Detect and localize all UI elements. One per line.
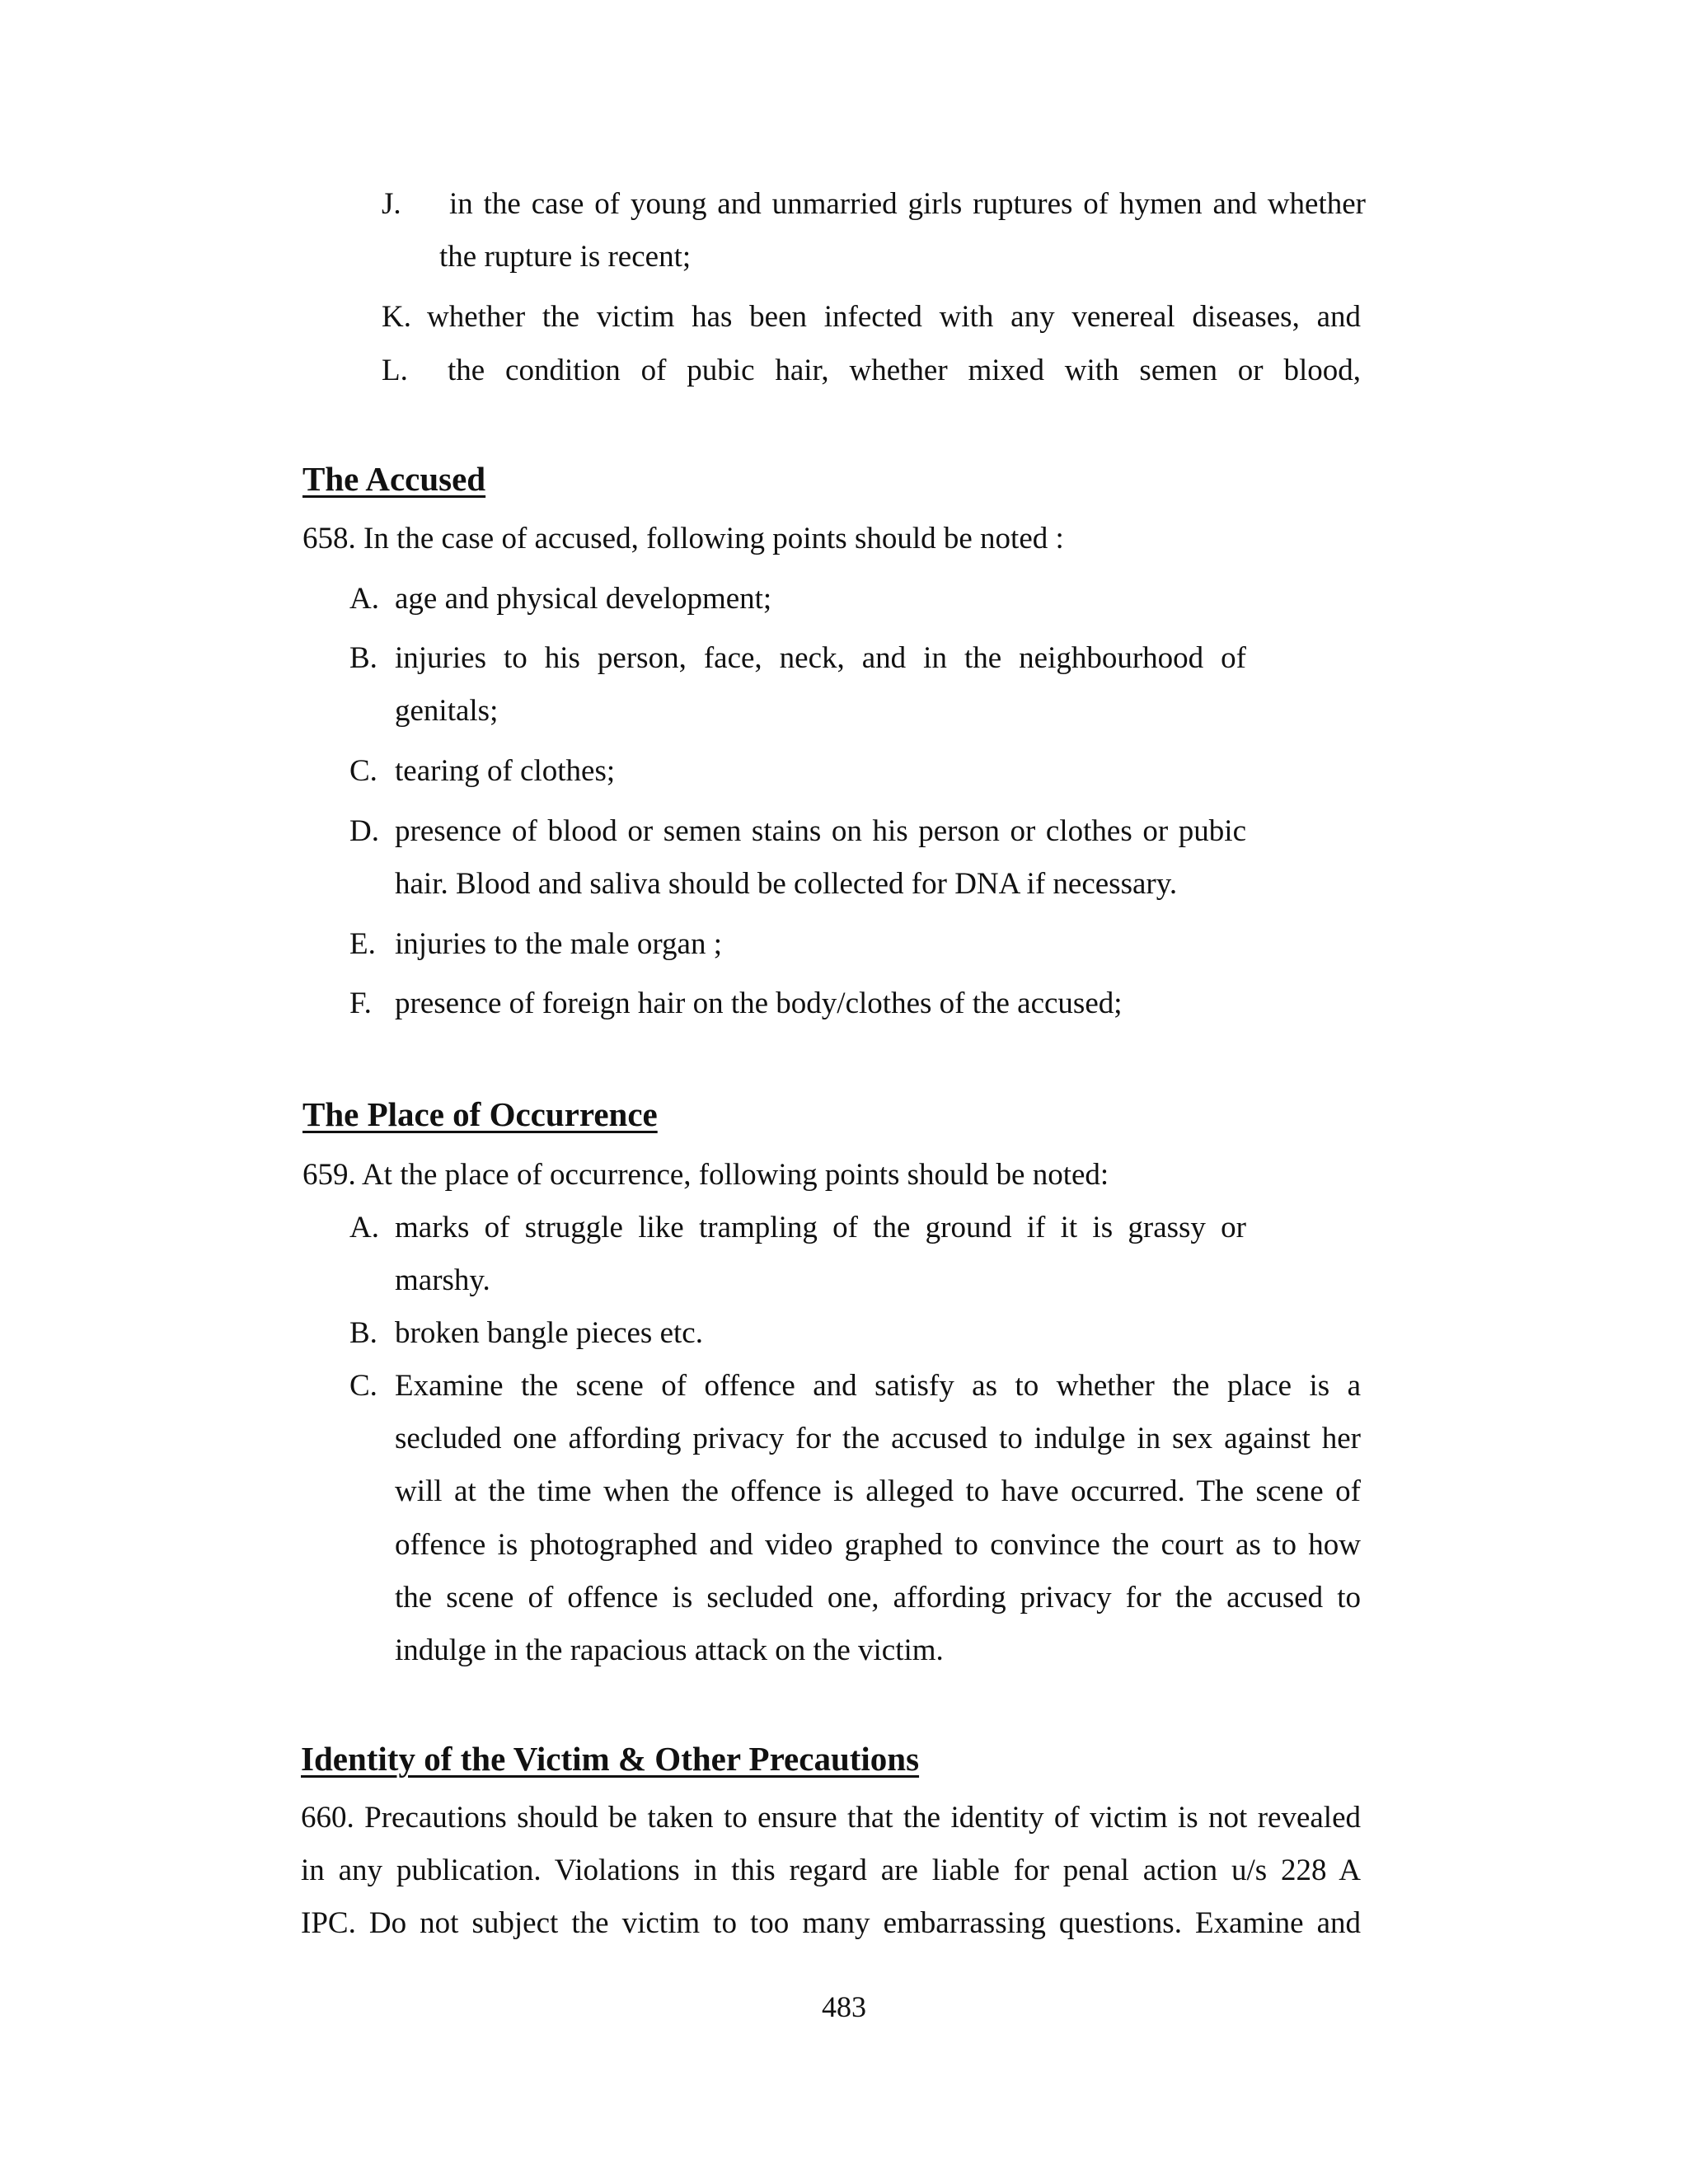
section-heading-accused: The Accused [302,460,486,498]
place-item-a-line1: marks of struggle like trampling of the ground if it is grassy or [395,1211,1246,1244]
identity-line1: 660. Precautions should be taken to ensure that the identity of victim is not revealed [301,1801,1361,1835]
accused-intro: 658. In the case of accused, following points should be noted : [302,522,1064,555]
victim-item-l-line1: the condition of pubic hair, whether mixed with semen or blood, [448,354,1361,387]
section-heading-identity: Identity of the Victim & Other Precautions [301,1740,920,1778]
accused-item-d-line2: hair. Blood and saliva should be collected for DNA if necessary. [395,867,1178,901]
accused-item-a: age and physical development; [395,582,772,616]
list-marker-b: B. [349,641,377,675]
identity-line2: in any publication. Violations in this regard are liable for penal action u/s 228 A [301,1854,1361,1887]
victim-item-j-line2: the rupture is recent; [439,240,692,274]
list-marker-b: B. [349,1316,377,1350]
accused-item-d-line1: presence of blood or semen stains on his person or clothes or pubic [395,814,1246,848]
place-item-c-line4: offence is photographed and video graphed to convince the court as to how [395,1528,1361,1562]
section-heading-place: The Place of Occurrence [302,1095,658,1133]
place-intro: 659. At the place of occurrence, following points should be noted: [302,1158,1109,1192]
list-marker-e: E. [349,927,376,961]
place-item-b: broken bangle pieces etc. [395,1316,703,1350]
list-marker-k: K. [382,300,411,334]
place-item-c-line3: will at the time when the offence is alleged to have occurred. The scene of [395,1474,1361,1508]
place-item-c-line6: indulge in the rapacious attack on the victim. [395,1633,944,1667]
list-marker-c: C. [349,754,377,788]
accused-item-b-line1: injuries to his person, face, neck, and in the neighbourhood of [395,641,1246,675]
list-marker-j: J. [382,187,401,221]
identity-line3: IPC. Do not subject the victim to too many embarrassing questions. Examine and [301,1906,1361,1940]
place-item-a-line2: marshy. [395,1263,490,1297]
place-item-c-line2: secluded one affording privacy for the accused to indulge in sex against her [395,1422,1361,1455]
accused-item-e: injuries to the male organ ; [395,927,722,961]
list-marker-d: D. [349,814,379,848]
list-marker-f: F. [349,987,372,1020]
place-item-c-line1: Examine the scene of offence and satisfy as to whether the place is a [395,1369,1361,1403]
accused-item-c: tearing of clothes; [395,754,616,788]
victim-item-j-line1: in the case of young and unmarried girls ruptures of hymen and whether [449,187,1366,221]
victim-item-k-line1: whether the victim has been infected with any venereal diseases, and [427,300,1361,334]
page-number: 483 [822,1990,866,2023]
place-item-c-line5: the scene of offence is secluded one, affording privacy for the accused to [395,1581,1361,1615]
accused-item-f: presence of foreign hair on the body/clothes of the accused; [395,987,1123,1020]
list-marker-a: A. [349,1211,379,1244]
list-marker-l: L. [382,354,408,387]
list-marker-c: C. [349,1369,377,1403]
accused-item-b-line2: genitals; [395,694,499,728]
list-marker-a: A. [349,582,379,616]
